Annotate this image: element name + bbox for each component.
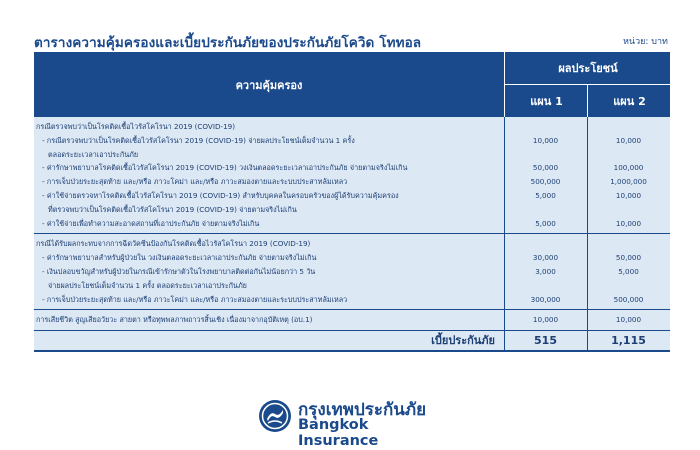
table-row: - เงินปลอบขวัญสำหรับผู้ป่วยในกรณีเข้ารักษาตัวในโรงพยาบาลติดต่อกันไม่น้อยกว่า 5 วัน 3,000 5,000 bbox=[34, 265, 670, 279]
plan-1-value: 30,000 bbox=[532, 253, 559, 263]
table-row-continuation: ตลอดระยะเวลาเอาประกันภัย bbox=[48, 149, 139, 159]
section-heading: กรณีได้รับผลกระทบจากการฉีดวัคซีนป้องกันโรคติดเชื้อไวรัสโคโรนา 2019 (COVID-19) bbox=[36, 239, 311, 249]
section-accident bbox=[34, 310, 670, 331]
plan-2-value: 50,000 bbox=[615, 253, 642, 263]
premium-plan-2: 1,115 bbox=[611, 334, 646, 348]
plan-1-value: 500,000 bbox=[530, 177, 561, 187]
header-coverage: ความคุ้มครอง bbox=[235, 78, 303, 92]
premium-row bbox=[34, 331, 670, 352]
title-row bbox=[34, 31, 668, 49]
table-row: - ค่าใช้จ่ายเพื่อทำความสะอาดสถานที่เอาประกันภัย จ่ายตามจริงไม่เกิน 5,000 10,000 bbox=[34, 217, 670, 231]
plan-1-value: 300,000 bbox=[530, 294, 561, 304]
plan-2-value: 10,000 bbox=[615, 315, 642, 325]
page-title: ตารางความคุ้มครองและเบี้ยประกันภัยของประกันภัยโควิด โททอล bbox=[34, 35, 422, 51]
plan-1-value: 10,000 bbox=[532, 315, 559, 325]
plan-2-value: 1,000,000 bbox=[610, 177, 647, 187]
table-header bbox=[34, 52, 670, 117]
plan-1-value: 5,000 bbox=[535, 218, 556, 228]
table-row: การเสียชีวิต สูญเสียอวัยวะ สายตา หรือทุพพลภาพถาวรสิ้นเชิง เนื่องมาจากอุบัติเหตุ (อบ.1) 10,000 10,000 bbox=[34, 313, 670, 327]
table-row: - การเจ็บป่วยระยะสุดท้าย และ/หรือ ภาวะโคม่า และ/หรือ ภาวะสมองตายและระบบประสาทล้มเหลว 300,000 500,000 bbox=[34, 293, 670, 307]
plan-1-value: 3,000 bbox=[535, 266, 556, 276]
section-heading: กรณีตรวจพบว่าเป็นโรคติดเชื้อไวรัสโคโรนา 2019 (COVID-19) bbox=[36, 122, 236, 131]
coverage-table bbox=[34, 52, 670, 352]
plan-1-value: 5,000 bbox=[535, 190, 556, 200]
plan-2-value: 500,000 bbox=[613, 294, 644, 304]
table-row: - ค่าใช้จ่ายตรวจหาโรคติดเชื้อไวรัสโคโรนา 2019 (COVID-19) สำหรับบุคคลในครอบครัวของผู้ได้รับความคุ้มครอง 5,000 10,000 bbox=[34, 189, 670, 203]
logo-thai-name: กรุงเทพประกันภัย bbox=[298, 400, 427, 420]
table-row: - ค่ารักษาพยาบาลโรคติดเชื้อไวรัสโคโรนา 2019 (COVID-19) วงเงินตลอดระยะเวลาเอาประกันภัย จ่ายตามจริงไม่เกิน 50,000 100,000 bbox=[34, 161, 670, 175]
plan-1-value: 10,000 bbox=[532, 135, 559, 145]
premium-plan-1: 515 bbox=[534, 334, 557, 348]
logo-english-name: Bangkok Insurance bbox=[298, 417, 379, 449]
table-row: - ค่ารักษาพยาบาลสำหรับผู้ป่วยใน วงเงินตลอดระยะเวลาเอาประกันภัย จ่ายตามจริงไม่เกิน 30,000 50,000 bbox=[34, 251, 670, 265]
section-covid-infection bbox=[34, 117, 670, 234]
table-row-continuation: ที่ตรวจพบว่าเป็นโรคติดเชื้อไวรัสโคโรนา 2019 (COVID-19) จ่ายตามจริงไม่เกิน bbox=[48, 204, 297, 214]
premium-label: เบี้ยประกันภัย bbox=[431, 334, 495, 348]
table-row-continuation: จ่ายผลประโยชน์เต็มจำนวน 1 ครั้ง ตลอดระยะเวลาเอาประกันภัย bbox=[48, 280, 247, 290]
table-row: - กรณีตรวจพบว่าเป็นโรคติดเชื้อไวรัสโคโรนา 2019 (COVID-19) จ่ายผลประโยชน์เต็มจำนวน 1 ครั้ง 10,000 10,000 bbox=[34, 134, 670, 148]
header-benefits: ผลประโยชน์ bbox=[504, 52, 671, 85]
plan-1-value: 50,000 bbox=[532, 163, 559, 173]
plan-2-value: 10,000 bbox=[615, 190, 642, 200]
plan-2-value: 10,000 bbox=[615, 135, 642, 145]
plan-2-value: 5,000 bbox=[618, 266, 639, 276]
plan-2-value: 10,000 bbox=[615, 218, 642, 228]
section-vaccine-effects bbox=[34, 234, 670, 310]
table-row: - การเจ็บป่วยระยะสุดท้าย และ/หรือ ภาวะโคม่า และ/หรือ ภาวะสมองตายและระบบประสาทล้มเหลว 500,000 1,000,000 bbox=[34, 175, 670, 189]
logo-mark-icon bbox=[258, 399, 292, 433]
header-plan-1: แผน 1 bbox=[504, 85, 588, 117]
header-plan-2: แผน 2 bbox=[587, 85, 671, 117]
unit-label: หน่วย: บาท bbox=[622, 37, 668, 47]
bangkok-insurance-logo bbox=[258, 396, 448, 449]
plan-2-value: 100,000 bbox=[613, 163, 644, 173]
